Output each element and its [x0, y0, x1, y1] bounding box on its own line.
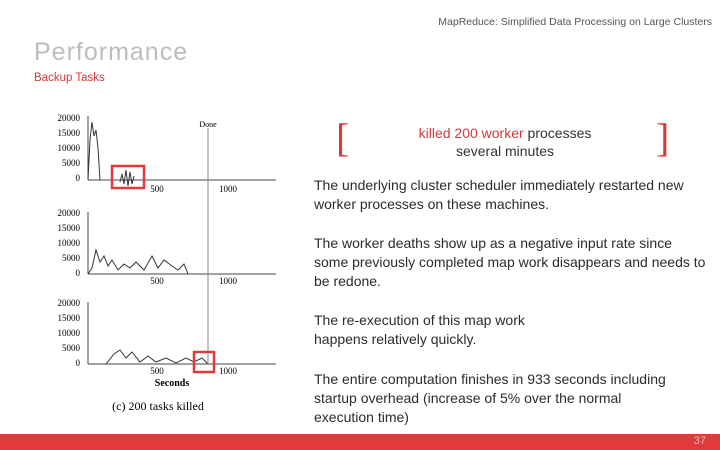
callout-line2: several minutes	[455, 143, 555, 159]
panel-shuffle	[58, 208, 277, 286]
callout-tail: processes	[523, 125, 592, 141]
x-tick: 500	[150, 366, 164, 376]
figure-caption: (c) 200 tasks killed	[112, 399, 204, 413]
y-tick: 10000	[57, 238, 80, 248]
y-tick: 20000	[57, 113, 80, 123]
slide-header: MapReduce: Simplified Data Processing on Large Clusters	[438, 16, 712, 28]
footer-bar	[0, 434, 720, 450]
panel-output	[58, 298, 277, 413]
y-tick: 10000	[57, 143, 80, 153]
page-number: 37	[693, 435, 706, 447]
right-bracket: ]	[656, 115, 670, 160]
done-label: Done	[199, 120, 217, 129]
paragraph-negative-rate: The worker deaths show up as a negative input rate since some previously completed map work disappears and needs to be redone.	[314, 235, 706, 289]
panel-input	[58, 113, 277, 194]
x-tick: 1000	[219, 184, 237, 194]
x-tick: 1000	[219, 366, 237, 376]
slide-title: Performance	[34, 38, 189, 66]
y-tick: 0	[75, 173, 80, 183]
left-bracket: [	[336, 115, 350, 160]
x-tick: 1000	[219, 276, 237, 286]
y-tick: 5000	[62, 343, 80, 353]
x-axis-label: Seconds	[154, 378, 190, 389]
paragraph-reexecution: The re-execution of this map work happens relatively quickly.	[314, 312, 525, 347]
y-tick: 0	[75, 358, 80, 368]
y-tick: 10000	[57, 328, 80, 338]
slide-subtitle: Backup Tasks	[34, 72, 105, 84]
y-tick: 20000	[57, 298, 80, 308]
paragraph-restart: The underlying cluster scheduler immediately restarted new worker processes on these machines.	[314, 177, 684, 212]
highlight-box-completion	[194, 352, 214, 372]
y-tick: 15000	[57, 313, 80, 323]
x-tick: 500	[150, 276, 164, 286]
paragraph-completion: The entire computation finishes in 933 seconds including startup overhead (increase of 5% over the normal execution time)	[314, 371, 666, 425]
y-tick: 15000	[57, 223, 80, 233]
callout	[360, 124, 650, 160]
x-tick: 500	[150, 184, 164, 194]
y-tick: 0	[75, 268, 80, 278]
y-tick: 20000	[57, 208, 80, 218]
y-tick: 5000	[62, 158, 80, 168]
figure-svg	[36, 100, 280, 420]
callout-highlight: killed 200 worker	[418, 125, 524, 141]
y-tick: 15000	[57, 128, 80, 138]
y-tick: 5000	[62, 253, 80, 263]
performance-figure	[36, 100, 280, 420]
